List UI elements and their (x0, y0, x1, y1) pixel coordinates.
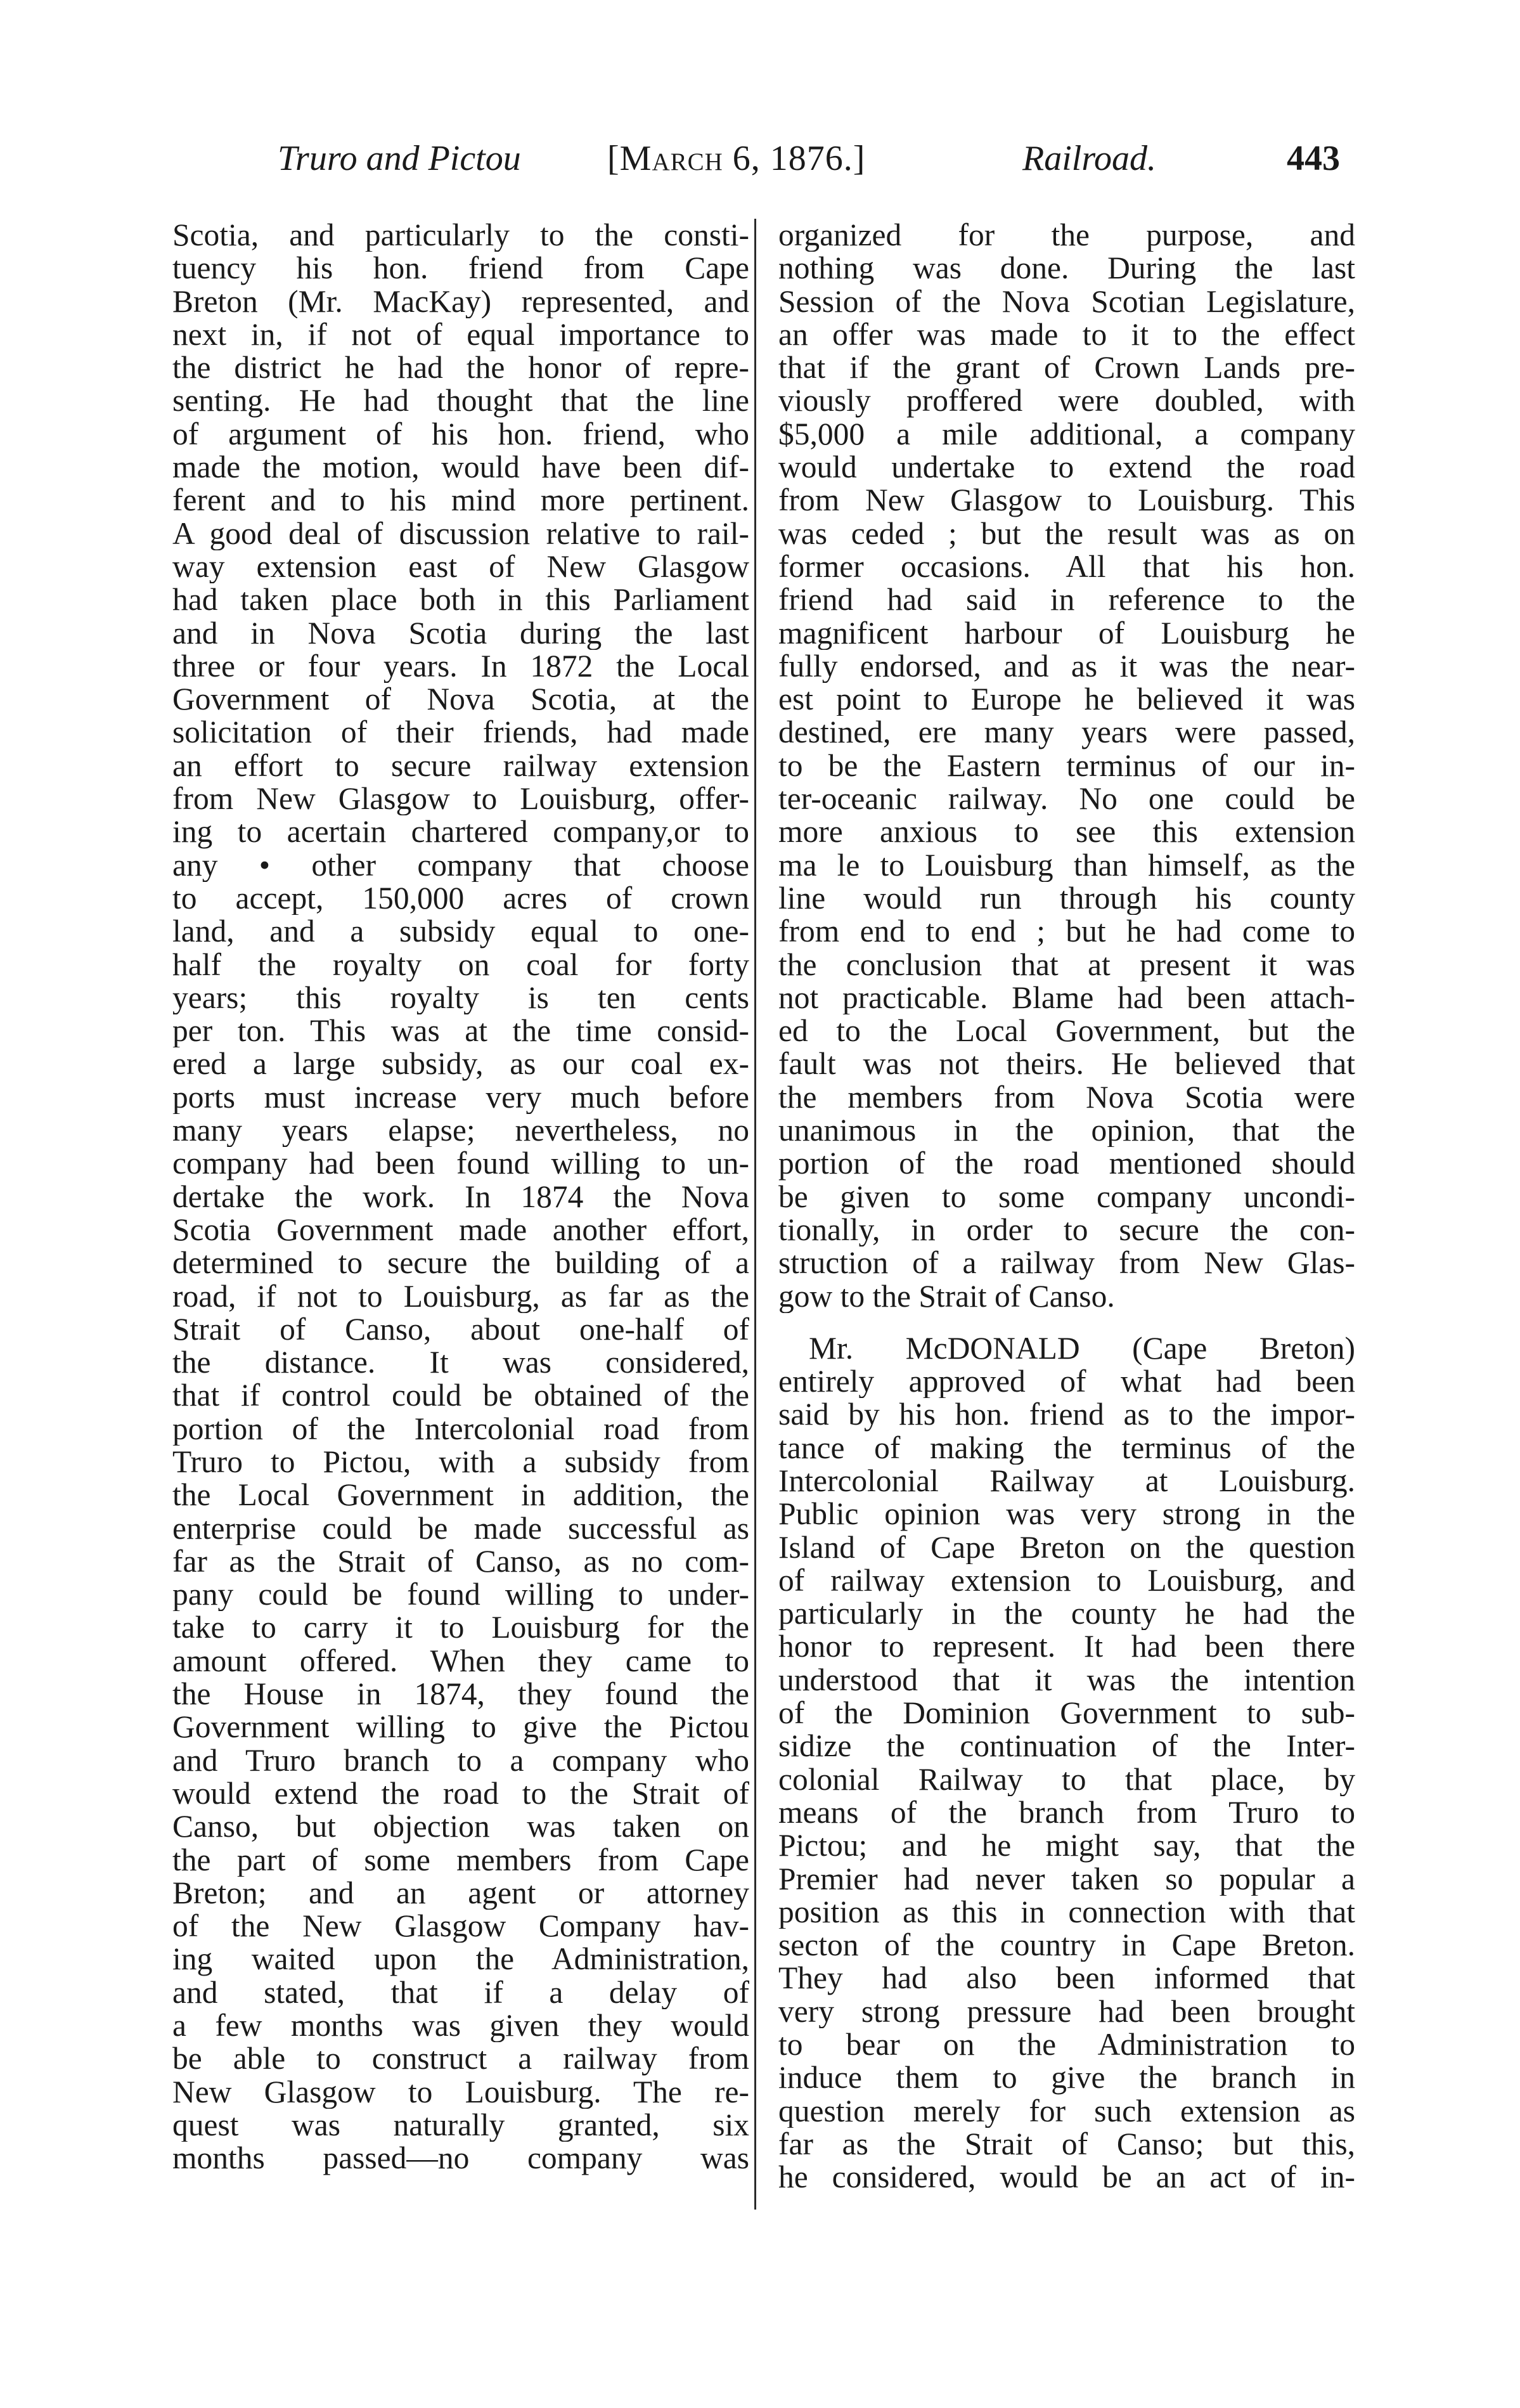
text-line: destined, ere many years were passed, (778, 716, 1355, 749)
text-line: former occasions. All that his hon. (778, 550, 1355, 584)
text-line: an offer was made to it to the effect (778, 318, 1355, 352)
text-line: question merely for such extension as (778, 2094, 1355, 2128)
text-line: would undertake to extend the road (778, 451, 1355, 484)
text-line: had taken place both in this Parliament (172, 583, 749, 617)
text-line: Government willing to give the Pictou (172, 1711, 749, 1744)
text-line: portion of the road mentioned should (778, 1147, 1355, 1181)
text-line: They had also been informed that (778, 1962, 1355, 1995)
text-line: Government of Nova Scotia, at the (172, 683, 749, 716)
paragraph-gap (778, 1313, 1355, 1332)
text-line: Public opinion was very strong in the (778, 1498, 1355, 1531)
text-line: a few months was given they would (172, 2009, 749, 2043)
text-line: Truro to Pictou, with a subsidy from (172, 1445, 749, 1479)
text-line: be given to some company uncondi- (778, 1180, 1355, 1214)
text-line: the members from Nova Scotia were (778, 1080, 1355, 1115)
text-line: road, if not to Louisburg, as far as the (172, 1279, 749, 1313)
text-line: honor to represent. It had been there (778, 1630, 1355, 1664)
text-line: nothing was done. During the last (778, 252, 1355, 285)
text-line: determined to secure the building of a (172, 1246, 749, 1280)
text-line: Breton (Mr. MacKay) represented, and (172, 285, 749, 318)
text-line: amount offered. When they came to (172, 1644, 749, 1678)
text-line: the House in 1874, they found the (172, 1678, 749, 1711)
text-line: the district he had the honor of repre- (172, 351, 749, 385)
text-line: Canso, but objection was taken on (172, 1810, 749, 1844)
text-line: take to carry it to Louisburg for the (172, 1611, 749, 1645)
text-line: per ton. This was at the time consid- (172, 1014, 749, 1048)
text-line: made the motion, would have been dif- (172, 451, 749, 484)
text-line: Breton; and an agent or attorney (172, 1876, 749, 1910)
text-line: portion of the Intercolonial road from (172, 1412, 749, 1446)
text-line: and in Nova Scotia during the last (172, 616, 749, 650)
text-line: to accept, 150,000 acres of crown (172, 881, 749, 916)
text-line: ing to acertain chartered company,or to (172, 815, 749, 849)
left-text-column (172, 219, 749, 2175)
text-line: colonial Railway to that place, by (778, 1763, 1355, 1796)
text-line: enterprise could be made successful as (172, 1511, 749, 1545)
text-line: of railway extension to Louisburg, and (778, 1563, 1355, 1598)
text-line: ered a large subsidy, as our coal ex- (172, 1047, 749, 1081)
text-line: particularly in the county he had the (778, 1597, 1355, 1631)
text-line: ma le to Louisburg than himself, as the (778, 848, 1355, 882)
text-line: to be the Eastern terminus of our in- (778, 749, 1355, 783)
text-line: magnificent harbour of Louisburg he (778, 616, 1355, 650)
text-line: be able to construct a railway from (172, 2042, 749, 2076)
header-left-title: Truro and Pictou (278, 139, 521, 178)
text-line: was ceded ; but the result was as on (778, 517, 1355, 550)
text-line: of the New Glasgow Company hav- (172, 1910, 749, 1943)
text-line: Mr. McDONALD (Cape Breton) (809, 1331, 1355, 1366)
text-line: understood that it was the intention (778, 1663, 1355, 1697)
text-line: of the Dominion Government to sub- (778, 1697, 1355, 1730)
text-line: tionally, in order to secure the con- (778, 1213, 1355, 1247)
text-line: Session of the Nova Scotian Legislature, (778, 285, 1355, 318)
text-line: ed to the Local Government, but the (778, 1014, 1355, 1048)
text-line: fault was not theirs. He believed that (778, 1047, 1355, 1081)
text-line: months passed—no company was (172, 2142, 749, 2175)
text-line: half the royalty on coal for forty (172, 948, 749, 981)
text-line: more anxious to see this extension (778, 815, 1355, 849)
text-line: ing waited upon the Administration, (172, 1943, 749, 1976)
page-number: 443 (1287, 139, 1340, 178)
text-line: three or four years. In 1872 the Local (172, 649, 749, 683)
text-line: way extension east of New Glasgow (172, 550, 749, 584)
text-line: ferent and to his mind more pertinent. (172, 484, 749, 517)
text-line: struction of a railway from New Glas- (778, 1246, 1355, 1280)
text-line: entirely approved of what had been (778, 1365, 1355, 1399)
text-line: far as the Strait of Canso, as no com- (172, 1544, 749, 1579)
text-line: that if control could be obtained of the (172, 1379, 749, 1413)
text-line: and Truro branch to a company who (172, 1744, 749, 1777)
text-line: the conclusion that at present it was (778, 948, 1355, 981)
text-line: any • other company that choose (172, 848, 749, 882)
text-line: ports must increase very much before (172, 1080, 749, 1115)
text-line: pany could be found willing to under- (172, 1578, 749, 1612)
right-text-column (778, 219, 1355, 2194)
header-right-title: Railroad. (1022, 139, 1157, 178)
text-line: from New Glasgow to Louisburg. This (778, 484, 1355, 517)
text-line: an effort to secure railway extension (172, 749, 749, 783)
text-line: friend had said in reference to the (778, 583, 1355, 617)
text-line: solicitation of their friends, had made (172, 716, 749, 749)
text-line: company had been found willing to un- (172, 1147, 749, 1181)
text-line: gow to the Strait of Canso. (778, 1279, 1115, 1313)
text-line: and stated, that if a delay of (172, 1976, 749, 2010)
text-line: Scotia, and particularly to the consti- (172, 219, 749, 252)
text-line: secton of the country in Cape Breton. (778, 1929, 1355, 1962)
text-line: next in, if not of equal importance to (172, 318, 749, 352)
text-line: dertake the work. In 1874 the Nova (172, 1180, 749, 1214)
text-line: induce them to give the branch in (778, 2061, 1355, 2095)
text-line: quest was naturally granted, six (172, 2108, 749, 2142)
text-line: he considered, would be an act of in- (778, 2161, 1355, 2194)
header-date: [March 6, 1876.] (607, 139, 866, 178)
text-line: would extend the road to the Strait of (172, 1777, 749, 1811)
text-line: land, and a subsidy equal to one- (172, 915, 749, 948)
running-header (278, 136, 1340, 187)
text-line: from end to end ; but he had come to (778, 915, 1355, 948)
text-line: many years elapse; nevertheless, no (172, 1114, 749, 1148)
text-line: the distance. It was considered, (172, 1346, 749, 1380)
text-line: the Local Government in addition, the (172, 1479, 749, 1512)
text-line: est point to Europe he believed it was (778, 683, 1355, 716)
text-line: position as this in connection with that (778, 1895, 1355, 1929)
text-line: tuency his hon. friend from Cape (172, 252, 749, 285)
text-line: Pictou; and he might say, that the (778, 1829, 1355, 1863)
text-line: Intercolonial Railway at Louisburg. (778, 1464, 1355, 1498)
text-line: means of the branch from Truro to (778, 1796, 1355, 1830)
text-line: that if the grant of Crown Lands pre- (778, 351, 1355, 385)
text-line: years; this royalty is ten cents (172, 981, 749, 1015)
text-line: to bear on the Administration to (778, 2028, 1355, 2062)
text-line: Premier had never taken so popular a (778, 1862, 1355, 1896)
text-line: of argument of his hon. friend, who (172, 417, 749, 451)
text-line: line would run through his county (778, 881, 1355, 916)
text-line: ter-oceanic railway. No one could be (778, 782, 1355, 816)
text-line: sidize the continuation of the Inter- (778, 1730, 1355, 1763)
text-line: Scotia Government made another effort, (172, 1213, 749, 1247)
text-line: Strait of Canso, about one-half of (172, 1312, 749, 1347)
text-line: tance of making the terminus of the (778, 1431, 1355, 1465)
text-line: unanimous in the opinion, that the (778, 1114, 1355, 1148)
text-line: A good deal of discussion relative to rail- (172, 517, 749, 550)
text-line: far as the Strait of Canso; but this, (778, 2127, 1355, 2161)
text-line: $5,000 a mile additional, a company (778, 417, 1355, 451)
text-line: fully endorsed, and as it was the near- (778, 649, 1355, 683)
column-divider (754, 219, 756, 2210)
text-line: very strong pressure had been brought (778, 1995, 1355, 2029)
text-line: the part of some members from Cape (172, 1843, 749, 1877)
text-line: not practicable. Blame had been attach- (778, 981, 1355, 1015)
text-line: said by his hon. friend as to the impor- (778, 1398, 1355, 1432)
text-line: from New Glasgow to Louisburg, offer- (172, 782, 749, 816)
text-line: senting. He had thought that the line (172, 384, 749, 418)
text-line: New Glasgow to Louisburg. The re- (172, 2075, 749, 2109)
text-line: Island of Cape Breton on the question (778, 1531, 1355, 1564)
text-line: viously proffered were doubled, with (778, 384, 1355, 418)
text-line: organized for the purpose, and (778, 219, 1355, 252)
